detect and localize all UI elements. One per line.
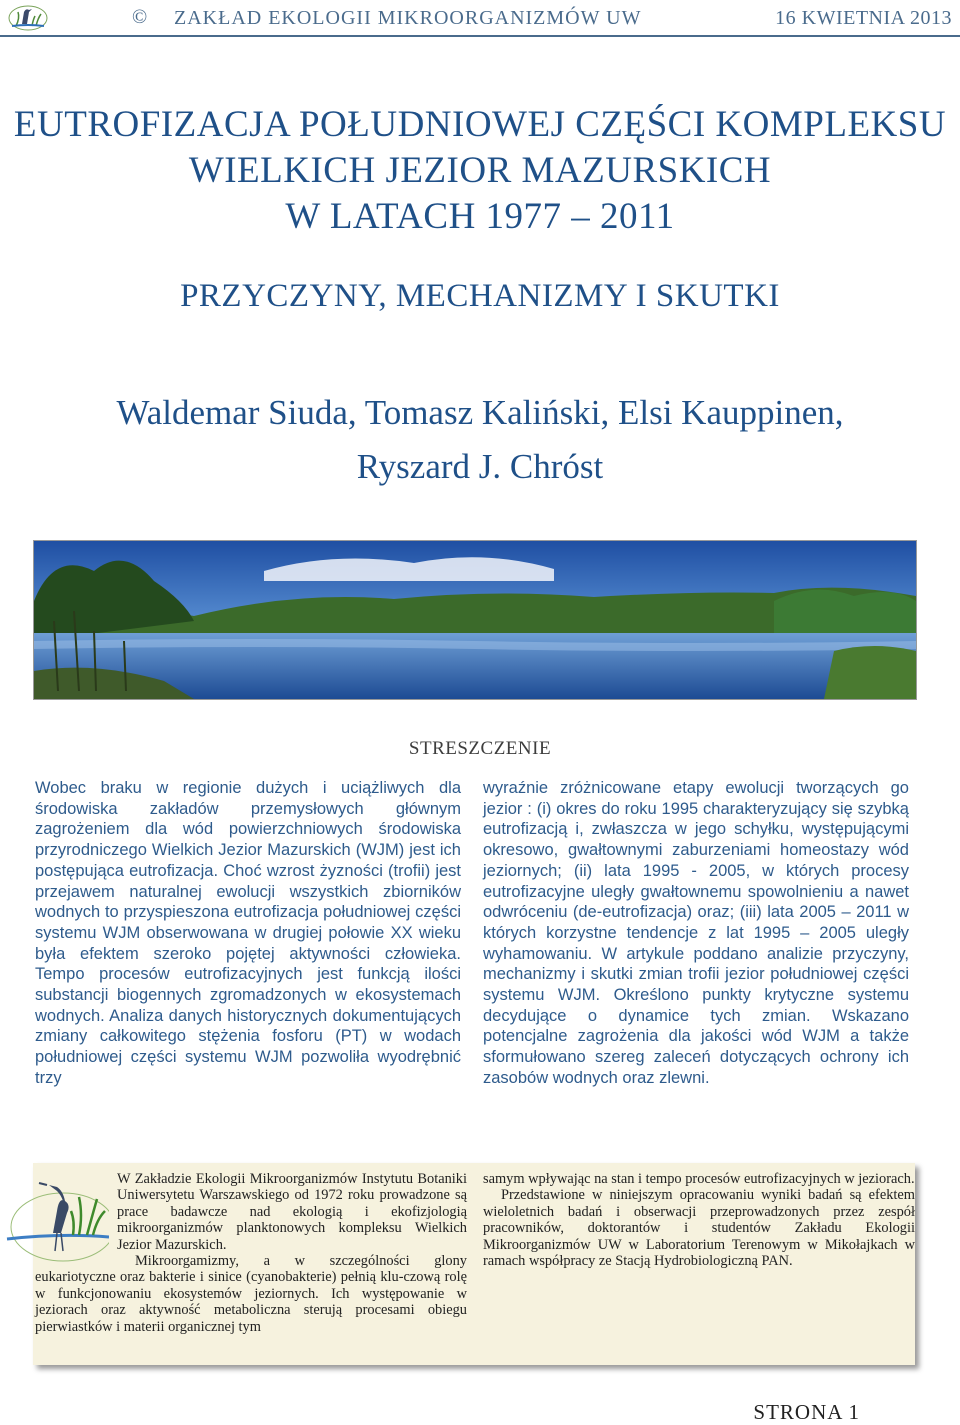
header-date: 16 KWIETNIA 2013 <box>775 7 952 29</box>
title-line-3: W LATACH 1977 – 2011 <box>285 196 675 237</box>
heron-logo-icon <box>1 1171 109 1267</box>
abstract-right-column: wyraźnie zróżnicowane etapy ewolucji tworzących go jezior : (i) okres do roku 1995 charakteryzujący się szybką eutrofizacją i, zwłaszcza w jego schyłku, występującymi okresowo, gwałtownymi zaburzeniami homeostazy wód jeziornych; (ii) lata 1995 - 2005, w których procesy eutrofizacyjne uległy gwałtownemu spowolnieniu a nawet odwróceniu (de-eutrofizacja) oraz; (iii) lata 2005 – 2011 w których korzystne tendencje z lat 1995 – 2005 uległy wyhamowaniu. W artykule poddano analizie przyczyny, mechanizmy i skutki zmian trofii jezior południowej części systemu WJM. Określono punkty krytyczne systemu decydujące o dynamice tych zmian. Wskazano potencjalne zagrożenia dla jakości wód WJM a także sformułowano szereg zaleceń dotyczących ochrony ich zasobów wodnych oraz zlewni. <box>483 779 909 1087</box>
info-box-paragraph-1: W Zakładzie Ekologii Mikroorganizmów Instytutu Botaniki Uniwersytetu Warszawskiego od 1972 roku prowadzone są prace badawcze nad ekologią i ekofizjologią mikroorganizmów planktonowych kompleksu Wielkich Jezior Mazurskich. <box>117 1171 467 1253</box>
title-line-2: WIELKICH JEZIOR MAZURSKICH <box>188 150 772 191</box>
abstract-heading: STRESZCZENIE <box>408 738 552 759</box>
header-divider <box>0 35 960 37</box>
info-box-left-column <box>35 1171 467 1335</box>
info-box-right-column <box>483 1171 915 1269</box>
page-number: STRONA 1 <box>753 1400 860 1424</box>
subtitle: PRZYCZYNY, MECHANIZMY I SKUTKI <box>180 278 780 314</box>
lake-panorama-photo <box>33 540 917 700</box>
authors-line-1: Waldemar Siuda, Tomasz Kaliński, Elsi Kauppinen, <box>116 393 844 432</box>
heron-logo-icon <box>8 4 48 32</box>
info-box <box>33 1163 915 1365</box>
title-line-1: EUTROFIZACJA POŁUDNIOWEJ CZĘŚCI KOMPLEKSU <box>13 104 947 145</box>
copyright-symbol: © <box>132 6 148 28</box>
authors-line-2: Ryszard J. Chróst <box>356 447 604 486</box>
info-box-paragraph-3: samym wpływając na stan i tempo procesów eutrofizacyjnych w jeziorach. <box>483 1171 915 1187</box>
abstract-left-column: Wobec braku w regionie dużych i uciążliwych dla środowiska zakładów przemysłowych głównym zagrożeniem dla wód powierzchniowych środowiska przyrodniczego Wielkich Jezior Mazurskich (WJM) jest ich postępująca eutrofizacja. Choć wzrost żyzności (trofii) jest przejawem naturalnej ewolucji wszystkich zbiorników wodnych to przyspieszona eutrofizacja południowej części systemu WJM obserwowana w drugiej połowie XX wieku była efektem szeroko pojętej aktywności człowieka. Tempo procesów eutrofizacyjnych jest funkcją ilości substancji biogennych zgromadzonych w ekosystemach wodnych. Analiza danych historycznych dokumentujących zmiany całkowitego stężenia fosforu (PT) w wodach południowej części systemu WJM pozwoliła wyodrębnić trzy <box>35 779 461 1087</box>
header-title: ZAKŁAD EKOLOGII MIKROORGANIZMÓW UW <box>174 7 642 29</box>
info-box-paragraph-2: Mikroorgamizmy, a w szczególności glony eukariotyczne oraz bakterie i sinice (cyanobakterie) pełnią klu-czową rolę w funkcjonowaniu ekosystemów jeziornych. Ich występowanie w jeziorach oraz aktywność metaboliczna sterują procesami obiegu pierwiastków i materii organicznej tym <box>35 1253 467 1335</box>
page-header <box>0 0 960 36</box>
info-box-paragraph-4: Przedstawione w niniejszym opracowaniu wyniki badań są efektem wieloletnich badań i obserwacji przeprowadzonych przez zespół pracowników, doktorantów i studentów Zakładu Ekologii Mikroorganizmów UW w Laboratorium Terenowym w Mikołajkach w ramach współpracy ze Stacją Hydrobiologiczną PAN. <box>483 1187 915 1270</box>
